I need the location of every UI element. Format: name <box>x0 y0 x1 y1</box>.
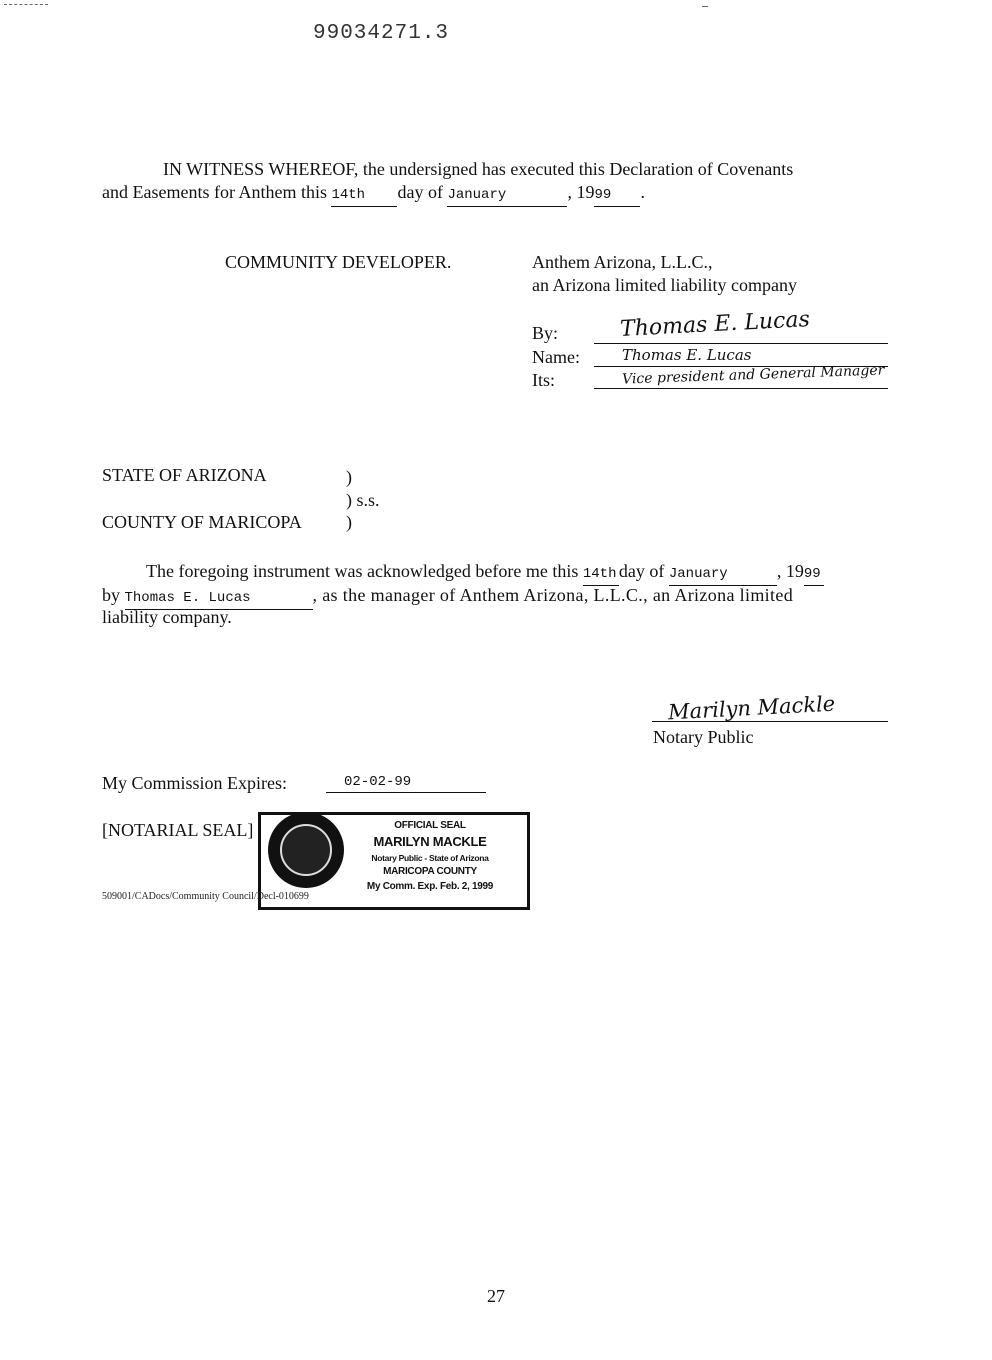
its-label: Its: <box>532 370 556 390</box>
notarial-seal-label: [NOTARIAL SEAL] <box>102 820 254 840</box>
witness-line-1: IN WITNESS WHEREOF, the undersigned has executed this Declaration of Covenants <box>163 159 794 179</box>
witness-line-2 <box>102 181 645 207</box>
its-line <box>594 388 888 389</box>
its-value: Vice president and General Manager <box>621 362 885 388</box>
commission-label: My Commission Expires: <box>102 773 288 793</box>
witness-year-prefix: , 19 <box>567 182 595 202</box>
ack-prefix: The foregoing instrument was acknowledged before me this <box>146 561 579 581</box>
ack-year-prefix: , 19 <box>776 561 804 581</box>
ack-day-of: day of <box>618 561 665 581</box>
stamp-line-4: MARICOPA COUNTY <box>383 866 477 877</box>
witness-period: . <box>640 182 645 202</box>
by-signature: Thomas E. Lucas <box>619 307 811 342</box>
commission-date: 02-02-99 <box>344 774 412 790</box>
ack-name-field: Thomas E. Lucas <box>125 587 313 610</box>
ack-day-field: 14th <box>583 563 619 586</box>
document-number: 99034271.3 <box>313 22 450 45</box>
ack-year-field: 99 <box>804 563 824 586</box>
page-number: 27 <box>487 1286 505 1306</box>
venue-county: COUNTY OF MARICOPA <box>102 512 302 532</box>
scan-mark <box>702 6 708 7</box>
stamp-line-2: MARILYN MACKLE <box>373 834 487 849</box>
venue-paren-3: ) <box>346 512 352 532</box>
venue-state: STATE OF ARIZONA <box>102 465 267 485</box>
notary-signature: Marilyn Mackle <box>667 691 836 725</box>
seal-emblem-inner <box>280 824 332 876</box>
venue-paren-1: ) <box>346 467 352 487</box>
ack-line-3: liability company. <box>102 607 232 627</box>
witness-month-field: January <box>447 184 567 207</box>
stamp-line-3: Notary Public - State of Arizona <box>371 853 489 863</box>
file-path: 509001/CADocs/Community Council/Decl-010699 <box>102 891 309 902</box>
by-label: By: <box>532 323 559 343</box>
notary-title: Notary Public <box>653 727 754 747</box>
scan-mark <box>4 4 48 5</box>
developer-company-desc: an Arizona limited liability company <box>532 275 797 295</box>
witness-day-field: 14th <box>331 184 397 207</box>
name-value: Thomas E. Lucas <box>622 346 752 364</box>
by-signature-line <box>594 343 888 344</box>
developer-label: COMMUNITY DEVELOPER. <box>225 252 452 272</box>
ack-by: by <box>102 585 120 605</box>
witness-line-2-prefix: and Easements for Anthem this <box>102 182 327 202</box>
venue-ss: ) s.s. <box>346 490 380 510</box>
commission-date-field <box>326 772 486 793</box>
witness-year-field: 99 <box>594 184 640 207</box>
stamp-line-5: My Comm. Exp. Feb. 2, 1999 <box>366 881 494 892</box>
ack-month-field: January <box>669 563 777 586</box>
witness-day-of: day of <box>397 182 443 202</box>
stamp-line-1: OFFICIAL SEAL <box>394 820 466 831</box>
developer-company: Anthem Arizona, L.L.C., <box>532 252 713 272</box>
name-label: Name: <box>532 347 580 367</box>
ack-line-1 <box>146 560 824 586</box>
ack-rest: , as the manager of Anthem Arizona, L.L.C., an Arizona limited <box>312 585 794 605</box>
